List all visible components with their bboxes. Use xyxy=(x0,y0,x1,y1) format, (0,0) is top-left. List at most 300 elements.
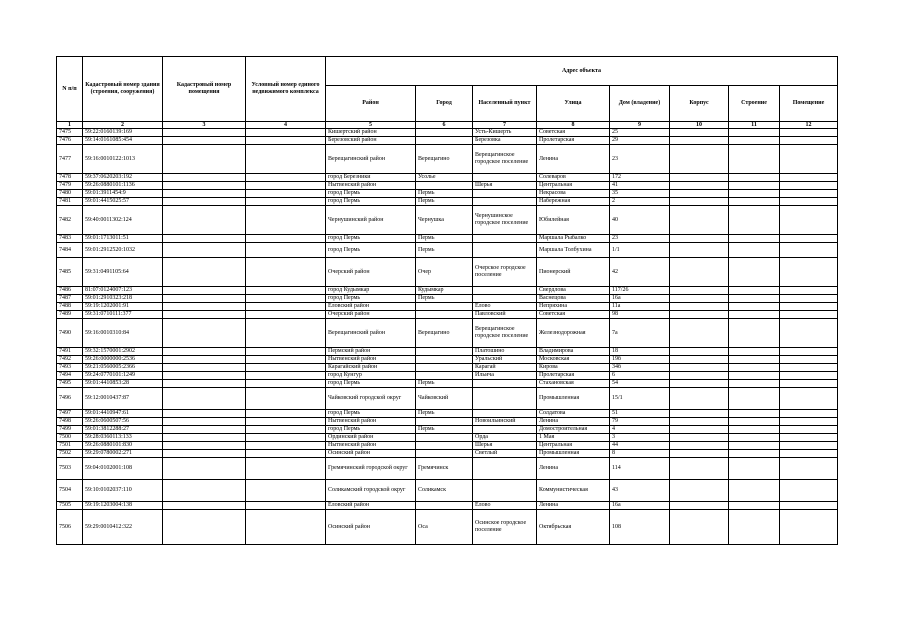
stroenie-cell xyxy=(729,137,780,145)
pomeshchenie-cell xyxy=(780,434,838,442)
korpus-cell xyxy=(670,258,729,287)
row-number: 7498 xyxy=(57,418,83,426)
house-cell: 34б xyxy=(610,364,670,372)
city-cell: Пермь xyxy=(416,198,473,206)
korpus-cell xyxy=(670,182,729,190)
pomeshchenie-cell xyxy=(780,410,838,418)
cond-num-cell xyxy=(246,434,326,442)
korpus-cell xyxy=(670,243,729,258)
locality-cell: Платошино xyxy=(473,348,537,356)
pomeshchenie-cell xyxy=(780,129,838,137)
korpus-cell xyxy=(670,206,729,235)
street-cell: Солдатова xyxy=(537,410,610,418)
header-cond-num: Условный номер единого недвижимого комплекса xyxy=(246,57,326,122)
district-cell: город Пермь xyxy=(326,380,416,388)
house-cell: 42 xyxy=(610,258,670,287)
row-number: 7488 xyxy=(57,303,83,311)
table-row xyxy=(57,319,838,348)
registry-sheet xyxy=(56,56,838,545)
house-cell: 25 xyxy=(610,129,670,137)
cad-room-cell xyxy=(163,434,246,442)
cadastral-number: 59:01:2910323:218 xyxy=(83,295,163,303)
street-cell: Кирова xyxy=(537,364,610,372)
pomeshchenie-cell xyxy=(780,388,838,410)
street-cell: Ленина xyxy=(537,458,610,480)
city-cell: Пермь xyxy=(416,380,473,388)
pomeshchenie-cell xyxy=(780,198,838,206)
locality-cell: Осинское городское поселение xyxy=(473,510,537,545)
cadastral-number: 59:01:2912520:1032 xyxy=(83,243,163,258)
cond-num-cell xyxy=(246,480,326,502)
house-cell: 108 xyxy=(610,510,670,545)
street-cell: Васнецова xyxy=(537,295,610,303)
stroenie-cell xyxy=(729,418,780,426)
korpus-cell xyxy=(670,388,729,410)
stroenie-cell xyxy=(729,510,780,545)
row-number: 7475 xyxy=(57,129,83,137)
cond-num-cell xyxy=(246,206,326,235)
district-cell: город Березники xyxy=(326,174,416,182)
cad-room-cell xyxy=(163,129,246,137)
cad-room-cell xyxy=(163,348,246,356)
street-cell: Юбилейная xyxy=(537,206,610,235)
korpus-cell xyxy=(670,450,729,458)
table-row xyxy=(57,182,838,190)
header-pomeshchenie: Помещение xyxy=(780,86,838,122)
cad-room-cell xyxy=(163,410,246,418)
pomeshchenie-cell xyxy=(780,510,838,545)
cad-room-cell xyxy=(163,182,246,190)
city-cell xyxy=(416,137,473,145)
street-cell: Владимирова xyxy=(537,348,610,356)
table-row xyxy=(57,380,838,388)
cond-num-cell xyxy=(246,410,326,418)
city-cell xyxy=(416,502,473,510)
pomeshchenie-cell xyxy=(780,258,838,287)
stroenie-cell xyxy=(729,380,780,388)
row-number: 7476 xyxy=(57,137,83,145)
cad-room-cell xyxy=(163,258,246,287)
row-number: 7477 xyxy=(57,145,83,174)
korpus-cell xyxy=(670,303,729,311)
cad-room-cell xyxy=(163,243,246,258)
stroenie-cell xyxy=(729,410,780,418)
house-cell: 98 xyxy=(610,311,670,319)
table-row xyxy=(57,480,838,502)
street-cell: Ленина xyxy=(537,418,610,426)
street-cell: Маршала Толбухина xyxy=(537,243,610,258)
cad-room-cell xyxy=(163,372,246,380)
city-cell: Пермь xyxy=(416,243,473,258)
stroenie-cell xyxy=(729,426,780,434)
street-cell: Ленина xyxy=(537,502,610,510)
locality-cell xyxy=(473,243,537,258)
pomeshchenie-cell xyxy=(780,182,838,190)
column-number: 4 xyxy=(246,122,326,129)
locality-cell: Елово xyxy=(473,502,537,510)
locality-cell: Верещагинское городское поселение xyxy=(473,319,537,348)
locality-cell xyxy=(473,190,537,198)
column-number: 1 xyxy=(57,122,83,129)
locality-cell: Верещагинское городское поселение xyxy=(473,145,537,174)
house-cell: 2 xyxy=(610,198,670,206)
district-cell: Чернушинский район xyxy=(326,206,416,235)
cad-room-cell xyxy=(163,388,246,410)
pomeshchenie-cell xyxy=(780,243,838,258)
district-cell: Березовский район xyxy=(326,137,416,145)
house-cell: 41 xyxy=(610,182,670,190)
city-cell: Соликамск xyxy=(416,480,473,502)
street-cell: Домостроительная xyxy=(537,426,610,434)
city-cell: Чернушка xyxy=(416,206,473,235)
cad-room-cell xyxy=(163,190,246,198)
street-cell: Железнодорожная xyxy=(537,319,610,348)
locality-cell: Березовка xyxy=(473,137,537,145)
street-cell: Центральная xyxy=(537,182,610,190)
stroenie-cell xyxy=(729,356,780,364)
cond-num-cell xyxy=(246,319,326,348)
district-cell: Соликамский городской округ xyxy=(326,480,416,502)
table-row xyxy=(57,243,838,258)
stroenie-cell xyxy=(729,319,780,348)
pomeshchenie-cell xyxy=(780,450,838,458)
street-cell: Некрасова xyxy=(537,190,610,198)
row-number: 7484 xyxy=(57,243,83,258)
locality-cell xyxy=(473,458,537,480)
street-cell: Стахановская xyxy=(537,380,610,388)
row-number: 7499 xyxy=(57,426,83,434)
cadastral-number: 59:37:0620203:192 xyxy=(83,174,163,182)
cadastral-number: 59:32:1570001:2902 xyxy=(83,348,163,356)
city-cell: Оса xyxy=(416,510,473,545)
district-cell: город Кудымкар xyxy=(326,287,416,295)
locality-cell: Светлый xyxy=(473,450,537,458)
locality-cell xyxy=(473,287,537,295)
locality-cell xyxy=(473,410,537,418)
cond-num-cell xyxy=(246,243,326,258)
korpus-cell xyxy=(670,235,729,243)
district-cell: Нытвенский район xyxy=(326,442,416,450)
cond-num-cell xyxy=(246,348,326,356)
row-number: 7491 xyxy=(57,348,83,356)
table-row xyxy=(57,137,838,145)
column-number: 3 xyxy=(163,122,246,129)
street-cell: Советская xyxy=(537,311,610,319)
cond-num-cell xyxy=(246,174,326,182)
header-address: Адрес объекта xyxy=(326,57,838,86)
cad-room-cell xyxy=(163,380,246,388)
cond-num-cell xyxy=(246,388,326,410)
street-cell: Пролетарская xyxy=(537,137,610,145)
stroenie-cell xyxy=(729,235,780,243)
cond-num-cell xyxy=(246,198,326,206)
cadastral-number: 59:29:0780002:271 xyxy=(83,450,163,458)
street-cell: Маршала Рыбалко xyxy=(537,235,610,243)
stroenie-cell xyxy=(729,458,780,480)
registry-body xyxy=(57,129,838,545)
cond-num-cell xyxy=(246,129,326,137)
korpus-cell xyxy=(670,190,729,198)
city-cell: Гремячинск xyxy=(416,458,473,480)
korpus-cell xyxy=(670,426,729,434)
district-cell: город Пермь xyxy=(326,190,416,198)
locality-cell: Чернушинское городское поселение xyxy=(473,206,537,235)
house-cell: 79 xyxy=(610,418,670,426)
row-number: 7500 xyxy=(57,434,83,442)
street-cell: Солеваров xyxy=(537,174,610,182)
locality-cell xyxy=(473,295,537,303)
stroenie-cell xyxy=(729,372,780,380)
cond-num-cell xyxy=(246,510,326,545)
stroenie-cell xyxy=(729,145,780,174)
table-row xyxy=(57,434,838,442)
header-stroenie: Строение xyxy=(729,86,780,122)
district-cell: Осинский район xyxy=(326,510,416,545)
cond-num-cell xyxy=(246,380,326,388)
pomeshchenie-cell xyxy=(780,418,838,426)
column-number: 2 xyxy=(83,122,163,129)
district-cell: Кишертский район xyxy=(326,129,416,137)
stroenie-cell xyxy=(729,258,780,287)
stroenie-cell xyxy=(729,450,780,458)
district-cell: Очерский район xyxy=(326,258,416,287)
locality-cell: Усть-Кишерть xyxy=(473,129,537,137)
korpus-cell xyxy=(670,364,729,372)
cad-room-cell xyxy=(163,356,246,364)
district-cell: Осинский район xyxy=(326,450,416,458)
row-number: 7504 xyxy=(57,480,83,502)
cond-num-cell xyxy=(246,458,326,480)
korpus-cell xyxy=(670,418,729,426)
column-number: 9 xyxy=(610,122,670,129)
locality-cell xyxy=(473,235,537,243)
house-cell: 1/1 xyxy=(610,243,670,258)
locality-cell: Карагай xyxy=(473,364,537,372)
stroenie-cell xyxy=(729,442,780,450)
cad-room-cell xyxy=(163,137,246,145)
pomeshchenie-cell xyxy=(780,174,838,182)
stroenie-cell xyxy=(729,243,780,258)
cad-room-cell xyxy=(163,510,246,545)
korpus-cell xyxy=(670,287,729,295)
cond-num-cell xyxy=(246,258,326,287)
row-number: 7485 xyxy=(57,258,83,287)
korpus-cell xyxy=(670,372,729,380)
house-cell: 6 xyxy=(610,372,670,380)
district-cell: Еловский район xyxy=(326,303,416,311)
locality-cell xyxy=(473,380,537,388)
column-number: 10 xyxy=(670,122,729,129)
cadastral-number: 59:10:0102037:110 xyxy=(83,480,163,502)
column-number: 11 xyxy=(729,122,780,129)
cadastral-number: 59:19:1203004:138 xyxy=(83,502,163,510)
korpus-cell xyxy=(670,348,729,356)
district-cell: Очерский район xyxy=(326,311,416,319)
cadastral-number: 59:21:0560005:2366 xyxy=(83,364,163,372)
city-cell xyxy=(416,356,473,364)
table-row xyxy=(57,502,838,510)
row-number: 7482 xyxy=(57,206,83,235)
korpus-cell xyxy=(670,311,729,319)
street-cell: Московская xyxy=(537,356,610,364)
header-city: Город xyxy=(416,86,473,122)
street-cell: Пролетарская xyxy=(537,372,610,380)
district-cell: город Пермь xyxy=(326,243,416,258)
header-cad-room: Кадастровый номер помещения xyxy=(163,57,246,122)
city-cell xyxy=(416,372,473,380)
house-cell: 11а xyxy=(610,303,670,311)
pomeshchenie-cell xyxy=(780,145,838,174)
street-cell: Набережная xyxy=(537,198,610,206)
stroenie-cell xyxy=(729,190,780,198)
korpus-cell xyxy=(670,380,729,388)
column-number: 7 xyxy=(473,122,537,129)
row-number: 7496 xyxy=(57,388,83,410)
pomeshchenie-cell xyxy=(780,319,838,348)
table-row xyxy=(57,287,838,295)
cadastral-number: 59:31:0710111:377 xyxy=(83,311,163,319)
street-cell: Октябрьская xyxy=(537,510,610,545)
header-num: N п/п xyxy=(57,57,83,122)
district-cell: город Пермь xyxy=(326,295,416,303)
cond-num-cell xyxy=(246,182,326,190)
korpus-cell xyxy=(670,442,729,450)
cond-num-cell xyxy=(246,190,326,198)
table-row xyxy=(57,426,838,434)
cadastral-number: 59:04:0102001:108 xyxy=(83,458,163,480)
cond-num-cell xyxy=(246,303,326,311)
row-number: 7483 xyxy=(57,235,83,243)
korpus-cell xyxy=(670,434,729,442)
cond-num-cell xyxy=(246,311,326,319)
cad-room-cell xyxy=(163,426,246,434)
cadastral-number: 59:26:0880101:1136 xyxy=(83,182,163,190)
stroenie-cell xyxy=(729,502,780,510)
house-cell: 35 xyxy=(610,190,670,198)
district-cell: город Пермь xyxy=(326,426,416,434)
cond-num-cell xyxy=(246,137,326,145)
city-cell xyxy=(416,450,473,458)
city-cell xyxy=(416,434,473,442)
cadastral-number: 59:16:0010122:1013 xyxy=(83,145,163,174)
table-row xyxy=(57,303,838,311)
pomeshchenie-cell xyxy=(780,348,838,356)
house-cell: 40 xyxy=(610,206,670,235)
locality-cell xyxy=(473,388,537,410)
locality-cell: Павловский xyxy=(473,311,537,319)
cad-room-cell xyxy=(163,198,246,206)
house-cell: 18 xyxy=(610,348,670,356)
district-cell: Пермский район xyxy=(326,348,416,356)
table-row xyxy=(57,348,838,356)
house-cell: 51 xyxy=(610,410,670,418)
street-cell: Свердлова xyxy=(537,287,610,295)
header-korpus: Корпус xyxy=(670,86,729,122)
pomeshchenie-cell xyxy=(780,137,838,145)
pomeshchenie-cell xyxy=(780,190,838,198)
korpus-cell xyxy=(670,129,729,137)
column-number: 6 xyxy=(416,122,473,129)
pomeshchenie-cell xyxy=(780,364,838,372)
house-cell: 16а xyxy=(610,295,670,303)
district-cell: Еловский район xyxy=(326,502,416,510)
stroenie-cell xyxy=(729,295,780,303)
table-row xyxy=(57,311,838,319)
cadastral-number: 81:07:0124007:123 xyxy=(83,287,163,295)
pomeshchenie-cell xyxy=(780,356,838,364)
cond-num-cell xyxy=(246,426,326,434)
cond-num-cell xyxy=(246,356,326,364)
column-number: 5 xyxy=(326,122,416,129)
korpus-cell xyxy=(670,319,729,348)
pomeshchenie-cell xyxy=(780,372,838,380)
stroenie-cell xyxy=(729,348,780,356)
table-row xyxy=(57,364,838,372)
cadastral-number: 59:22:0160139:169 xyxy=(83,129,163,137)
cad-room-cell xyxy=(163,364,246,372)
cadastral-number: 59:28:0360113:133 xyxy=(83,434,163,442)
city-cell: Пермь xyxy=(416,295,473,303)
locality-cell xyxy=(473,426,537,434)
row-number: 7489 xyxy=(57,311,83,319)
city-cell xyxy=(416,182,473,190)
row-number: 7497 xyxy=(57,410,83,418)
pomeshchenie-cell xyxy=(780,287,838,295)
pomeshchenie-cell xyxy=(780,502,838,510)
house-cell: 19б xyxy=(610,356,670,364)
table-row xyxy=(57,145,838,174)
city-cell: Пермь xyxy=(416,426,473,434)
column-number-row xyxy=(57,122,838,129)
cad-room-cell xyxy=(163,145,246,174)
cad-room-cell xyxy=(163,303,246,311)
header-street: Улица xyxy=(537,86,610,122)
pomeshchenie-cell xyxy=(780,458,838,480)
pomeshchenie-cell xyxy=(780,442,838,450)
street-cell: Ленина xyxy=(537,145,610,174)
district-cell: Нытвенский район xyxy=(326,182,416,190)
city-cell: Усолье xyxy=(416,174,473,182)
cond-num-cell xyxy=(246,372,326,380)
cadastral-number: 59:26:0000000:2536 xyxy=(83,356,163,364)
street-cell: Промышленная xyxy=(537,388,610,410)
row-number: 7480 xyxy=(57,190,83,198)
pomeshchenie-cell xyxy=(780,311,838,319)
locality-cell xyxy=(473,174,537,182)
street-cell: Коммунистическая xyxy=(537,480,610,502)
cadastral-number: 59:01:3911454:9 xyxy=(83,190,163,198)
table-row xyxy=(57,450,838,458)
korpus-cell xyxy=(670,137,729,145)
cad-room-cell xyxy=(163,418,246,426)
table-row xyxy=(57,198,838,206)
row-number: 7486 xyxy=(57,287,83,295)
city-cell: Кудымкар xyxy=(416,287,473,295)
locality-cell: Ильича xyxy=(473,372,537,380)
house-cell: 7а xyxy=(610,319,670,348)
cad-room-cell xyxy=(163,287,246,295)
city-cell: Пермь xyxy=(416,410,473,418)
table-row xyxy=(57,442,838,450)
locality-cell: Очерское городское поселение xyxy=(473,258,537,287)
stroenie-cell xyxy=(729,206,780,235)
korpus-cell xyxy=(670,410,729,418)
cadastral-number: 59:14:0161085:454 xyxy=(83,137,163,145)
stroenie-cell xyxy=(729,303,780,311)
header-locality: Населенный пункт xyxy=(473,86,537,122)
table-row xyxy=(57,388,838,410)
stroenie-cell xyxy=(729,434,780,442)
